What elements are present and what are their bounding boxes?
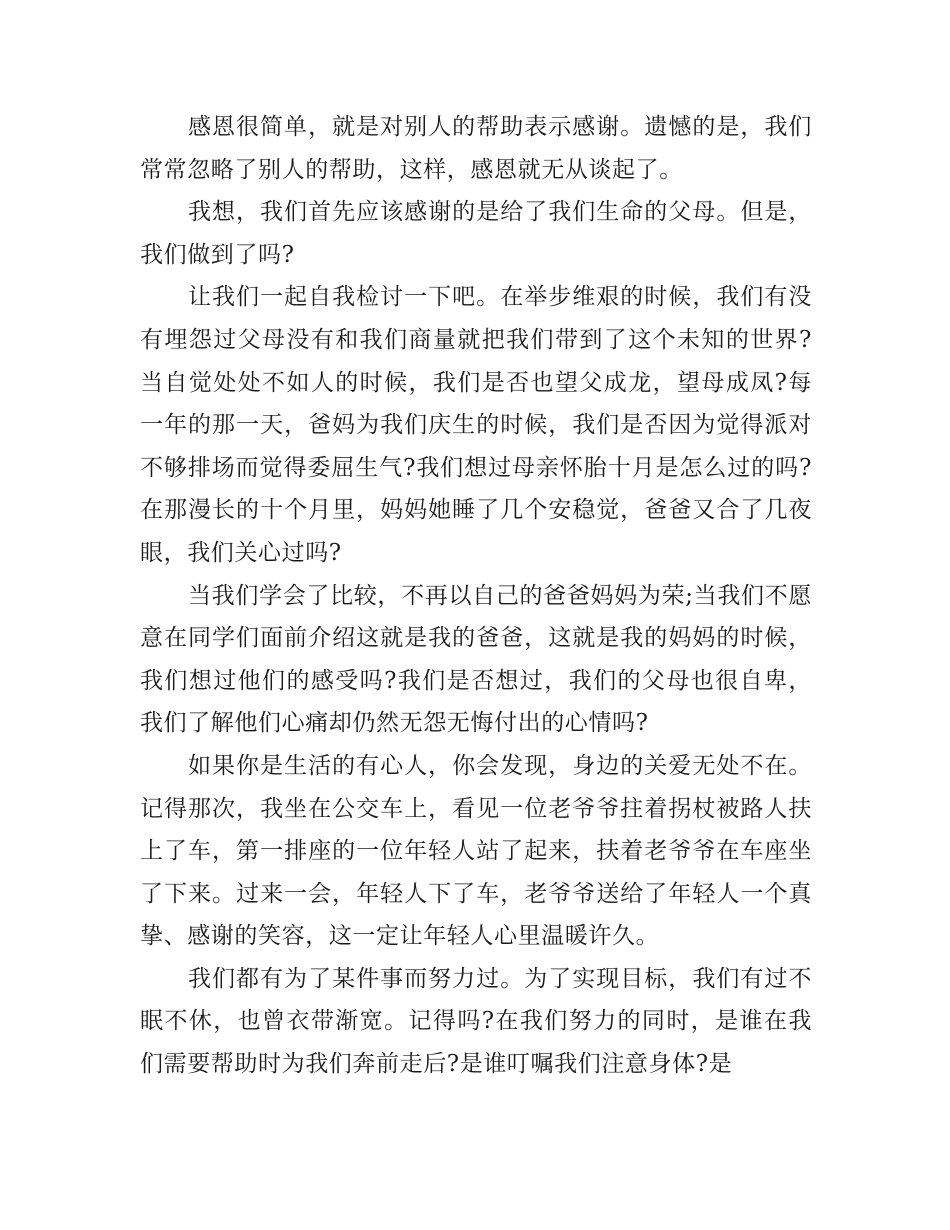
paragraph-2: 我想，我们首先应该感谢的是给了我们生命的父母。但是，我们做到了吗?	[140, 199, 812, 268]
paragraph-1: 感恩很简单，就是对别人的帮助表示感谢。遗憾的是，我们常常忽略了别人的帮助，这样，感恩就无从谈起了。	[140, 114, 812, 183]
paragraph-3: 让我们一起自我检讨一下吧。在举步维艰的时候，我们有没有埋怨过父母没有和我们商量就把我们带到了这个未知的世界?当自觉处处不如人的时候，我们是否也望父成龙，望母成凤?每一年的那一天，爸妈为我们庆生的时候，我们是否因为觉得派对不够排场而觉得委屈生气?我们想过母亲怀胎十月是怎么过的吗?在那漫长的十个月里，妈妈她睡了几个安稳觉，爸爸又合了几夜眼，我们关心过吗?	[140, 284, 812, 566]
paragraph-5: 如果你是生活的有心人，你会发现，身边的关爱无处不在。 记得那次，我坐在公交车上，看见一位老爷爷拄着拐杖被路人扶上了车，第一排座的一位年轻人站了起来，扶着老爷爷在车座坐了下来。过来一会，年轻人下了车，老爷爷送给了年轻人一个真挚、感谢的笑容，这一定让年轻人心里温暖许久。	[140, 752, 812, 950]
document-body	[140, 106, 812, 1086]
paragraph-4: 当我们学会了比较，不再以自己的爸爸妈妈为荣;当我们不愿意在同学们面前介绍这就是我的爸爸，这就是我的妈妈的时候，我们想过他们的感受吗?我们是否想过，我们的父母也很自卑，我们了解他们心痛却仍然无怨无悔付出的心情吗?	[140, 582, 812, 737]
paragraph-6: 我们都有为了某件事而努力过。为了实现目标，我们有过不眠不休，也曾衣带渐宽。记得吗?在我们努力的同时，是谁在我们需要帮助时为我们奔前走后?是谁叮嘱我们注意身体?是	[140, 965, 812, 1078]
